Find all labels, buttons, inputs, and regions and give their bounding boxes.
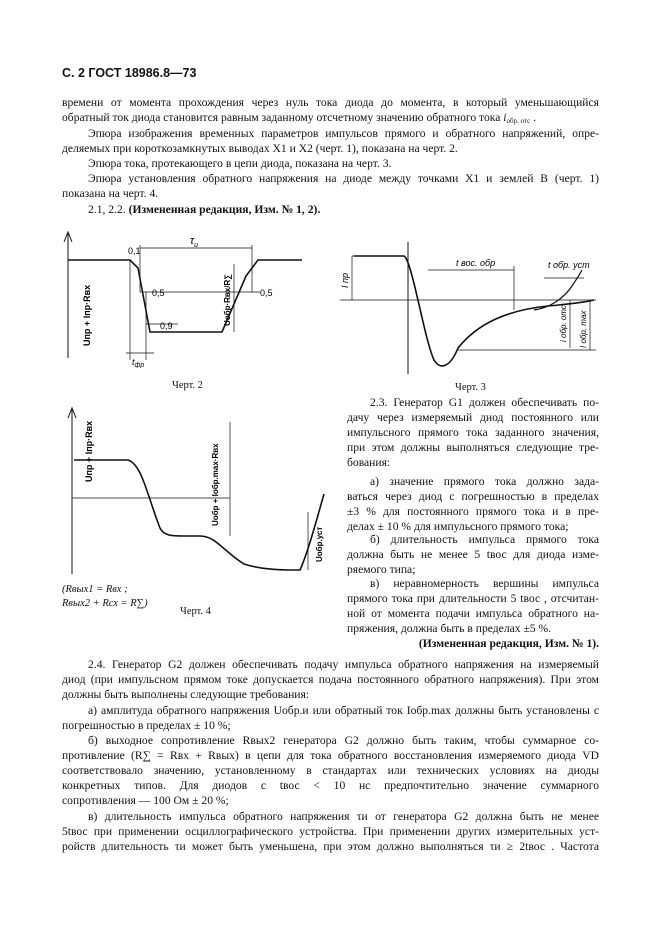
fig2-label-05a: 0,5 bbox=[152, 288, 165, 298]
s24-b3: соответствовало значению, установленному в стандартах или технических условиях на диоды bbox=[62, 764, 599, 777]
s24-b1: б) выходное сопротивление Rвых2 генератора G2 должно быть таким, чтобы суммарное со- bbox=[88, 734, 599, 747]
s23-a2: ваться через диод с погрешностью в пределах bbox=[347, 490, 599, 503]
fig3-tobr-label: t обр. уст bbox=[548, 260, 590, 270]
s23-a1: а) значение прямого тока должно зада- bbox=[370, 475, 599, 488]
fig4-caption: Черт. 4 bbox=[180, 606, 211, 617]
s23-line4: при этом должны выполняться следующие тре- bbox=[347, 441, 599, 454]
s23-b2: должна быть не менее 5 tвос для диода изме- bbox=[347, 548, 599, 561]
s23-amendment: (Измененная редакция, Изм. № 1). bbox=[418, 637, 599, 650]
fig3-caption: Черт. 3 bbox=[455, 382, 486, 393]
fig4-level1-label: Uобр + Iобр.max·Rвх bbox=[211, 443, 220, 526]
fig3-curve-settle bbox=[534, 270, 582, 310]
s23-line3: импульсного прямого тока заданного значения, bbox=[347, 426, 599, 439]
s23-line1: 2.3. Генератор G1 должен обеспечивать по- bbox=[370, 396, 599, 409]
fig4-waveform bbox=[74, 460, 324, 570]
s23-line5: бования: bbox=[347, 456, 391, 469]
s23-c2: прямого тока при длительности 5 tвос , отсчитан- bbox=[347, 592, 599, 605]
fig3-ipr-label: I пр bbox=[340, 273, 350, 288]
fig2-level-label: Uобр·Rвх/R∑ bbox=[223, 273, 232, 326]
s24-line2: диод (при импульсном прямом токе допускается подача постоянного обратного напряжения). При этом bbox=[62, 673, 599, 686]
fig4-level2-label: Uобр.уст bbox=[315, 526, 324, 562]
fig3-curve-main bbox=[354, 256, 594, 366]
fig3-imax-label: I обр. max bbox=[579, 310, 588, 348]
s23-c3: ной от момента подачи импульса обратного на- bbox=[347, 607, 599, 620]
s24-a1: а) амплитуда обратного напряжения Uобр.и или обратный ток Iобр.max должны быть установлены с bbox=[88, 704, 599, 717]
s24-line3: должны быть выполнены следующие требования: bbox=[62, 688, 310, 701]
p2-line1: Эпюра изображения временных параметров импульсов прямого и обратного напряжений, опре- bbox=[88, 127, 599, 140]
s24-b2: противление (R∑ = Rвх + Rвых) в цепи для тока обратного восстановления измеряемого диода VD bbox=[62, 749, 599, 762]
figure-3 bbox=[338, 238, 600, 378]
fig2-tau-label: $\tau_и$ bbox=[190, 235, 199, 249]
p1-line2: обратный ток диода становится равным заданному отсчетному значению обратного тока $i_{обр. отс}$ . bbox=[62, 111, 537, 125]
p2-line2: деляемых при короткозамкнутых выводах Х1 и Х2 (черт. 1), показана на черт. 2. bbox=[62, 142, 458, 155]
fig4-note-1: (Rвых1 = Rвх ; bbox=[62, 584, 128, 595]
s23-c4: пряжения, должна быть в пределах ±5 %. bbox=[347, 622, 552, 635]
s23-b3: ряемого типа; bbox=[347, 563, 416, 576]
s23-a4: делах ± 10 % для импульсного прямого тока; bbox=[347, 520, 569, 533]
p1-line1: времени от момента прохождения через нуль тока диода до момента, в который уменьшающийся bbox=[62, 96, 599, 109]
fig3-tvos-label: t вос. обр bbox=[456, 258, 496, 268]
fig2-label-09: 0,9 bbox=[160, 321, 173, 331]
fig2-label-05b: 0,5 bbox=[260, 288, 273, 298]
figure-4 bbox=[60, 402, 336, 580]
s24-c1: в) длительность импульса обратного напряжения τи от генератора G2 должна быть не менее bbox=[88, 810, 599, 823]
s23-b1: б) длительность импульса прямого тока bbox=[370, 533, 599, 546]
fig2-tfr-label: $t_{фр}$ bbox=[132, 357, 145, 368]
figure-2 bbox=[60, 228, 310, 368]
s24-c3: ройств длительность τи может быть уменьшена, при этом должно выполняться τи ≥ 2tвос . Частота bbox=[62, 840, 599, 853]
s24-b4: конкретных типов. Для диодов с tвос < 10 нс предпочтительно значение суммарного bbox=[62, 779, 599, 792]
s23-c1: в) неравномерность вершины импульса bbox=[370, 577, 599, 590]
s23-a3: ±3 % для постоянного прямого тока и в пре- bbox=[347, 505, 599, 518]
s24-line1: 2.4. Генератор G2 должен обеспечивать подачу импульса обратного напряжения на измеряемый bbox=[88, 658, 599, 671]
s24-a2: погрешностью в пределах ± 10 %; bbox=[62, 719, 231, 732]
fig2-label-01: 0,1 bbox=[128, 246, 141, 256]
fig2-y-label: Uпр + Iпр·Rвх bbox=[82, 284, 92, 346]
page-header: С. 2 ГОСТ 18986.8—73 bbox=[62, 66, 197, 80]
p4-line2: показана на черт. 4. bbox=[62, 187, 159, 200]
fig2-caption: Черт. 2 bbox=[172, 380, 203, 391]
p4-line1: Эпюра установления обратного напряжения на диоде между точками Х1 и землей В (черт. 1) bbox=[88, 172, 599, 185]
fig3-iotc-label: i обр. отс bbox=[559, 305, 568, 342]
s24-c2: 5tвос при применении осциллографического устройства. При применении других измерительных уст- bbox=[62, 825, 599, 838]
p3: Эпюра тока, протекающего в цепи диода, показана на черт. 3. bbox=[88, 157, 392, 170]
fig4-note-2: Rвых2 + Rсх = R∑) bbox=[62, 598, 148, 609]
s24-b5: сопротивления — 100 Ом ± 20 %; bbox=[62, 794, 229, 807]
s23-line2: дачу через измеряемый диод постоянного или bbox=[347, 411, 599, 424]
fig4-y-label: Uпр + Iпр·Rвх bbox=[84, 420, 94, 482]
p5-amendment: 2.1, 2.2. (Измененная редакция, Изм. № 1, 2). bbox=[88, 203, 321, 216]
